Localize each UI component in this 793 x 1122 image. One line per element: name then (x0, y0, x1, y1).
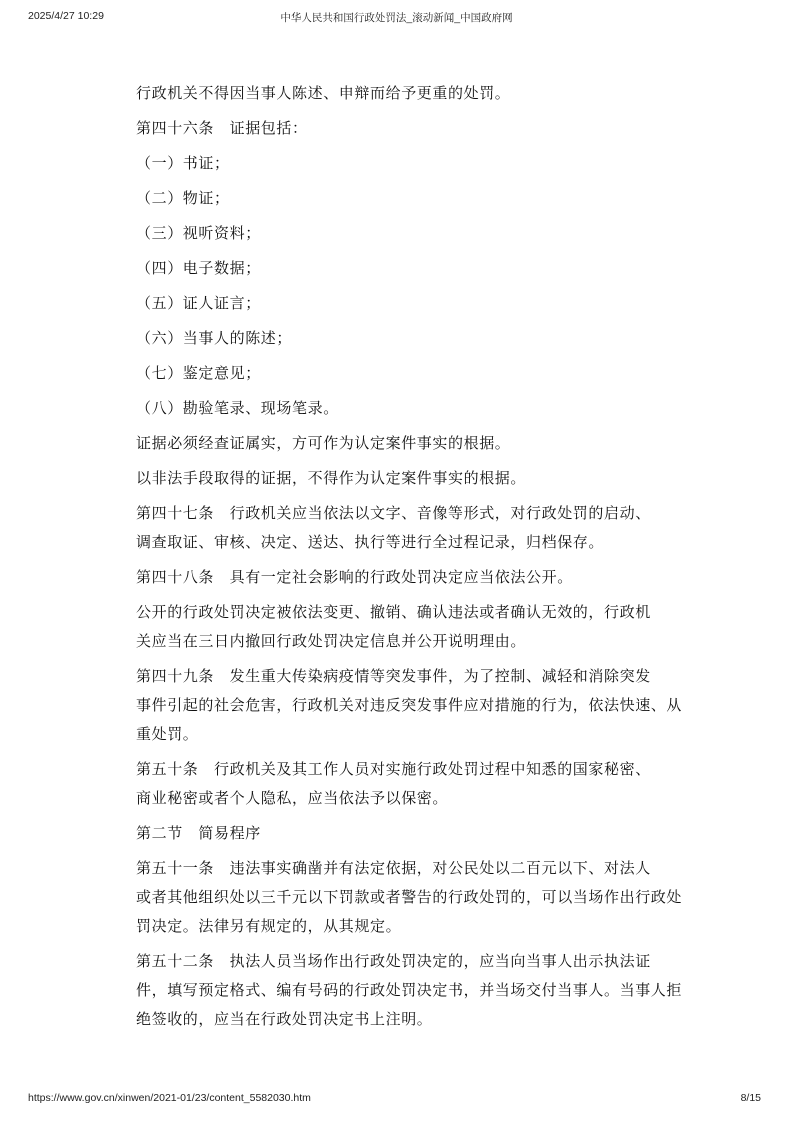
paragraph (136, 563, 661, 592)
text-line: 以非法手段取得的证据，不得作为认定案件事实的根据。 (136, 469, 527, 487)
text-line: 罚决定。法律另有规定的，从其规定。 (136, 917, 402, 935)
text-line: 第五十条 行政机关及其工作人员对实施行政处罚过程中知悉的国家秘密、 (136, 760, 651, 778)
text-line: 或者其他组织处以三千元以下罚款或者警告的行政处罚的，可以当场作出行政处 (136, 888, 683, 906)
print-datetime: 2025/4/27 10:29 (28, 10, 104, 22)
text-line: 第四十九条 发生重大传染病疫情等突发事件，为了控制、减轻和消除突发 (136, 667, 651, 685)
text-line: 件，填写预定格式、编有号码的行政处罚决定书，并当场交付当事人。当事人拒 (136, 981, 683, 999)
text-line: 证据必须经查证属实，方可作为认定案件事实的根据。 (136, 434, 511, 452)
text-line: 第二节 简易程序 (136, 824, 261, 842)
text-line: 调查取证、审核、决定、送达、执行等进行全过程记录，归档保存。 (136, 533, 605, 551)
paragraph (136, 359, 661, 388)
paragraph (136, 947, 683, 1034)
paragraph (136, 324, 661, 353)
paragraph (136, 149, 661, 178)
text-line: 公开的行政处罚决定被依法变更、撤销、确认违法或者确认无效的，行政机 (136, 603, 651, 621)
paragraph (136, 464, 661, 493)
section-heading (136, 819, 661, 848)
page-title: 中华人民共和国行政处罚法_滚动新闻_中国政府网 (280, 12, 513, 24)
text-line: 商业秘密或者个人隐私，应当依法予以保密。 (136, 789, 449, 807)
text-line: 行政机关不得因当事人陈述、申辩而给予更重的处罚。 (136, 84, 511, 102)
text-line: （六）当事人的陈述； (136, 329, 293, 347)
text-line: 关应当在三日内撤回行政处罚决定信息并公开说明理由。 (136, 632, 527, 650)
paragraph (136, 662, 683, 749)
text-line: 第四十六条 证据包括： (136, 119, 308, 137)
paragraph (136, 289, 661, 318)
page-number: 8/15 (740, 1092, 761, 1104)
paragraph (136, 114, 661, 143)
text-line: 重处罚。 (136, 725, 199, 743)
document-body (136, 79, 683, 1040)
text-line: （五）证人证言； (136, 294, 261, 312)
paragraph (136, 755, 661, 813)
paragraph (136, 254, 661, 283)
text-line: （一）书证； (136, 154, 230, 172)
paragraph (136, 598, 661, 656)
source-url: https://www.gov.cn/xinwen/2021-01/23/content_5582030.htm (28, 1092, 311, 1104)
paragraph (136, 184, 661, 213)
text-line: （七）鉴定意见； (136, 364, 261, 382)
text-line: （二）物证； (136, 189, 230, 207)
paragraph (136, 499, 661, 557)
text-line: 第五十一条 违法事实确凿并有法定依据，对公民处以二百元以下、对法人 (136, 859, 651, 877)
text-line: （三）视听资料； (136, 224, 261, 242)
paragraph (136, 219, 661, 248)
text-line: 事件引起的社会危害，行政机关对违反突发事件应对措施的行为，依法快速、从 (136, 696, 683, 714)
paragraph (136, 854, 683, 941)
text-line: （八）勘验笔录、现场笔录。 (136, 399, 339, 417)
paragraph (136, 394, 661, 423)
paragraph (136, 429, 661, 458)
text-line: 绝签收的，应当在行政处罚决定书上注明。 (136, 1010, 433, 1028)
text-line: 第四十八条 具有一定社会影响的行政处罚决定应当依法公开。 (136, 568, 573, 586)
text-line: 第五十二条 执法人员当场作出行政处罚决定的，应当向当事人出示执法证 (136, 952, 651, 970)
text-line: （四）电子数据； (136, 259, 261, 277)
text-line: 第四十七条 行政机关应当依法以文字、音像等形式，对行政处罚的启动、 (136, 504, 651, 522)
paragraph (136, 79, 661, 108)
